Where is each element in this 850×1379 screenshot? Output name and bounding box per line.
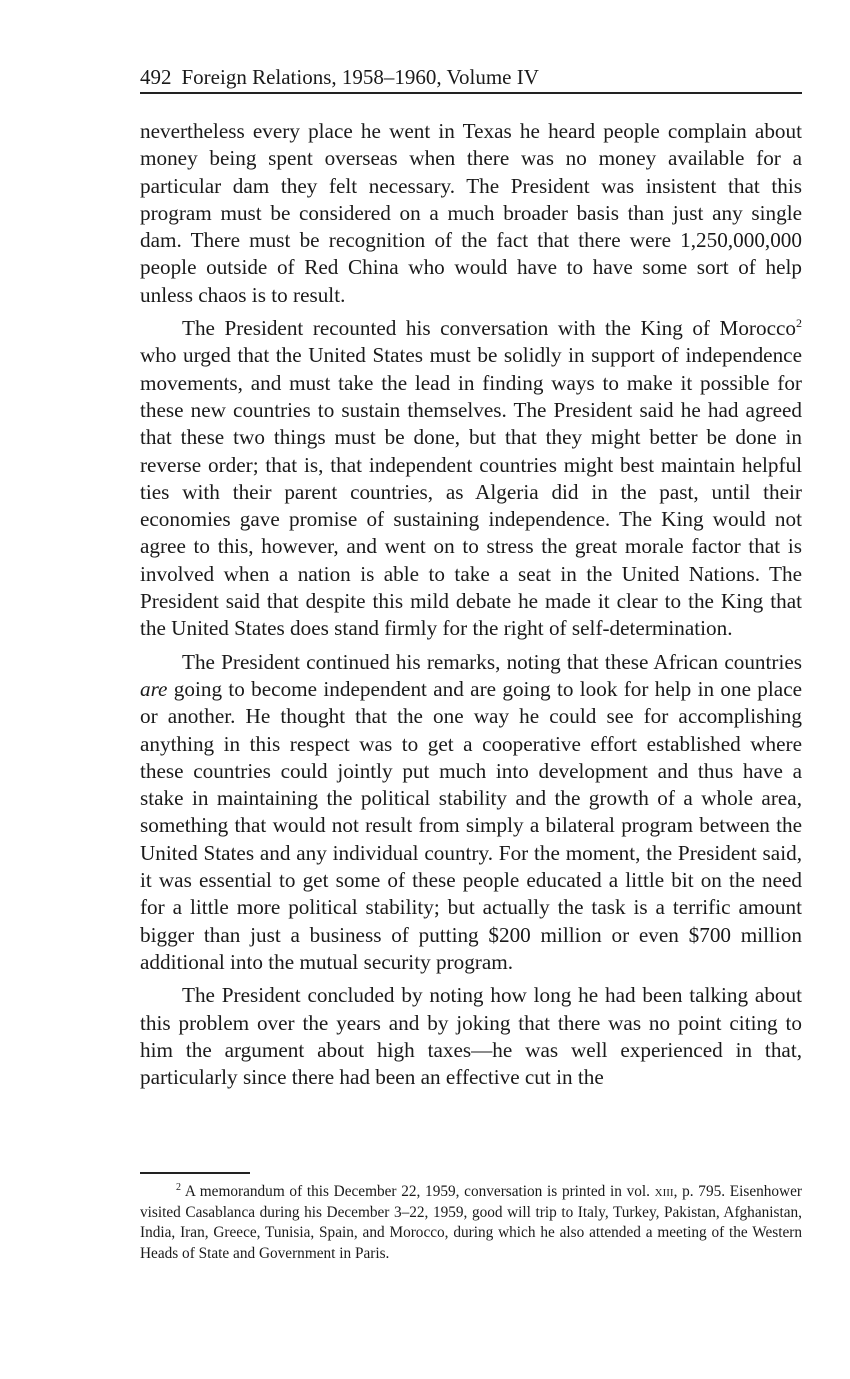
running-head-title: Foreign Relations, 1958–1960, Volume IV bbox=[181, 65, 539, 89]
page-number: 492 bbox=[140, 65, 172, 89]
footnotes bbox=[140, 1182, 802, 1264]
footnote-2-number: 2 bbox=[176, 1182, 181, 1193]
paragraph-2-text-a: The President recounted his conversation with the King of Morocco bbox=[182, 316, 796, 341]
footnote-2-text-a: A memorandum of this December 22, 1959, conversation is printed in vol. bbox=[181, 1183, 655, 1200]
paragraph-3 bbox=[140, 649, 802, 977]
footnote-2 bbox=[140, 1182, 802, 1264]
paragraph-3-emphasis: are bbox=[140, 676, 168, 701]
running-head bbox=[140, 64, 802, 94]
paragraph-3-text-b: going to become independent and are going to look for help in one place or another. He thought that the one way he could see for accomplishing anything in this respect was to get a cooperative effort established where these countries could jointly put much into development and thus have a stake in maintaining the political stability and the growth of a whole area, something that would not result from simply a bilateral program between the United States and any individual country. For the moment, the President said, it was essential to get some of these people educated a little bit on the need for a little more political stability; but actually the task is a terrific amount bigger than just a business of putting $200 million or even $700 million additional into the mutual security program. bbox=[140, 676, 802, 974]
footnote-divider bbox=[140, 1172, 250, 1174]
paragraph-4: The President concluded by noting how long he had been talking about this problem over the years and by joking that there was no point citing to him the argument about high taxes—he was well experienced in that, particularly since there had been an effective cut in the bbox=[140, 983, 802, 1090]
footnote-2-text-b: , p. 795. Eisenhower visited Casablanca during his December 3–22, 1959, good will trip to Italy, Turkey, Pakistan, Afghanistan, India, Iran, Greece, Tunisia, Spain, and Morocco, during which he also attended a meeting of the Western Heads of State and Government in Paris. bbox=[140, 1183, 802, 1262]
body-text bbox=[140, 118, 802, 1097]
footnote-ref-2: 2 bbox=[796, 316, 802, 331]
paragraph-3-text-a: The President continued his remarks, noting that these African countries bbox=[182, 649, 802, 674]
paragraph-1: nevertheless every place he went in Texas he heard people complain about money being spent overseas when there was no money available for a particular dam they felt necessary. The President was insistent that this program must be considered on a much broader basis than just any single dam. There must be recognition of the fact that there were 1,250,000,000 people outside of Red China who would have to have some sort of help unless chaos is to result. bbox=[140, 119, 802, 307]
footnote-2-volume: xiii bbox=[654, 1183, 674, 1200]
paragraph-2 bbox=[140, 315, 802, 643]
paragraph-2-text-b: who urged that the United States must be solidly in support of independence movements, and must take the lead in finding ways to make it possible for these new countries to sustain themselves. The President said he had agreed that these two things must be done, but that they might better be done in reverse order; that is, that independent countries might best maintain helpful ties with their parent countries, as Algeria did in the past, until their economies gave promise of sustaining independence. The King would not agree to this, however, and went on to stress the great morale factor that is involved when a nation is able to take a seat in the United Nations. The President said that despite this mild debate he made it clear to the King that the United States does stand firmly for the right of self-determination. bbox=[140, 343, 802, 641]
